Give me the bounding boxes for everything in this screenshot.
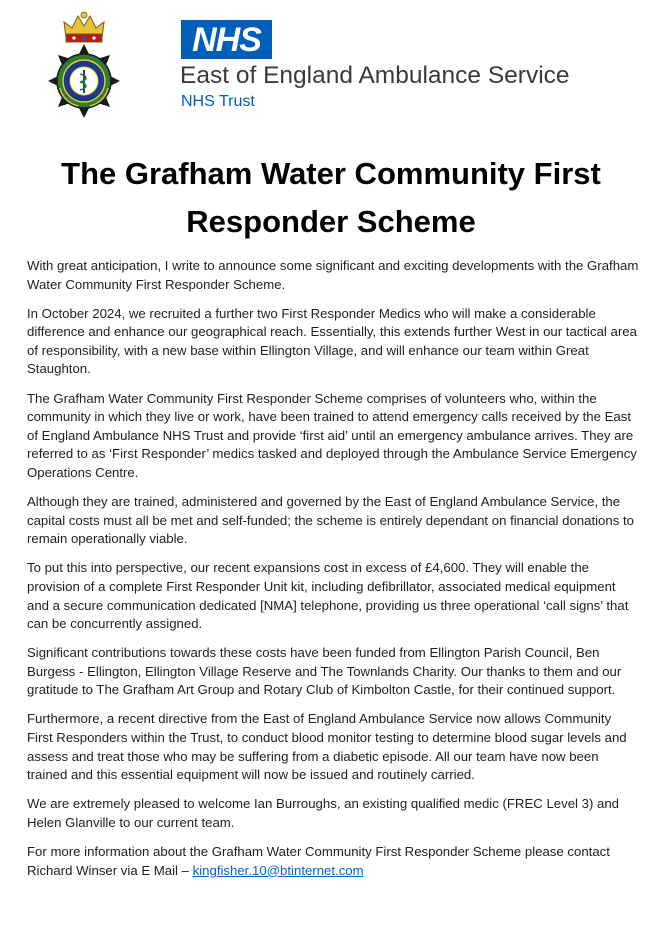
trust-name: NHS Trust (181, 93, 255, 110)
contact-text: For more information about the Grafham Water Community First Responder Scheme please contact Richard Winser via E Mail – (27, 844, 610, 878)
ambulance-service-crest-icon (44, 8, 124, 123)
paragraph-4: Although they are trained, administered and governed by the East of England Ambulance Service, the capital costs must all be met and self-funded; the scheme is entirely dependant on financial donations to remain operationally viable. (27, 494, 634, 547)
organisation-name: East of England Ambulance Service (180, 62, 570, 89)
nhs-logo-text: NHS (192, 20, 261, 59)
nhs-logo (181, 20, 272, 59)
paragraph-2: In October 2024, we recruited a further two First Responder Medics who will make a considerable difference and enhance our geographical reach. Essentially, this extends further West in our tactical area of responsibility, with a new base within Ellington Village, and will enhance our team within Great Staughton. (27, 305, 637, 377)
contact-email-link[interactable]: kingfisher.10@btinternet.com (192, 862, 364, 878)
document-title: The Grafham Water Community First Responder Scheme (61, 156, 601, 239)
paragraph-1: With great anticipation, I write to announce some significant and exciting developments with the Grafham Water Community First Responder Scheme. (27, 258, 639, 292)
letter-body (27, 257, 639, 891)
paragraph-6: Significant contributions towards these costs have been funded from Ellington Parish Council, Ben Burgess - Ellington, Ellington Village Reserve and The Townlands Charity. Our thanks to them and our gratitude to The Grafham Art Group and Rotary Club of Kimbolton Castle, for their continued support. (27, 645, 622, 698)
paragraph-8: We are extremely pleased to welcome Ian Burroughs, an existing qualified medic (FREC Level 3) and Helen Glanville to our current team. (27, 796, 620, 830)
contact-paragraph (27, 843, 639, 880)
letterhead (0, 0, 662, 130)
paragraph-7: Furthermore, a recent directive from the East of England Ambulance Service now allows Community First Responders within the Trust, to conduct blood monitor testing to determine blood sugar levels and assess and treat those who may be suffering from a diabetic episode. All our team have now been trained and this essential equipment will now be issued and routinely carried. (27, 711, 627, 783)
paragraph-5: To put this into perspective, our recent expansions cost in excess of £4,600. They will enable the provision of a complete First Responder Unit kit, including defibrillator, associated medical equipment and a secure communication dedicated [NMA] telephone, providing us three operational ‘call signs’ that can be concurrently assigned. (27, 560, 629, 632)
paragraph-3: The Grafham Water Community First Responder Scheme comprises of volunteers who, within the community in which they live or work, have been trained to attend emergency calls received by the East of England Ambulance NHS Trust and provide ‘first aid’ until an emergency ambulance arrives. They are referred to as ‘First Responder’ medics tasked and deployed through the Ambulance Service Emergency Operations Centre. (27, 390, 637, 480)
